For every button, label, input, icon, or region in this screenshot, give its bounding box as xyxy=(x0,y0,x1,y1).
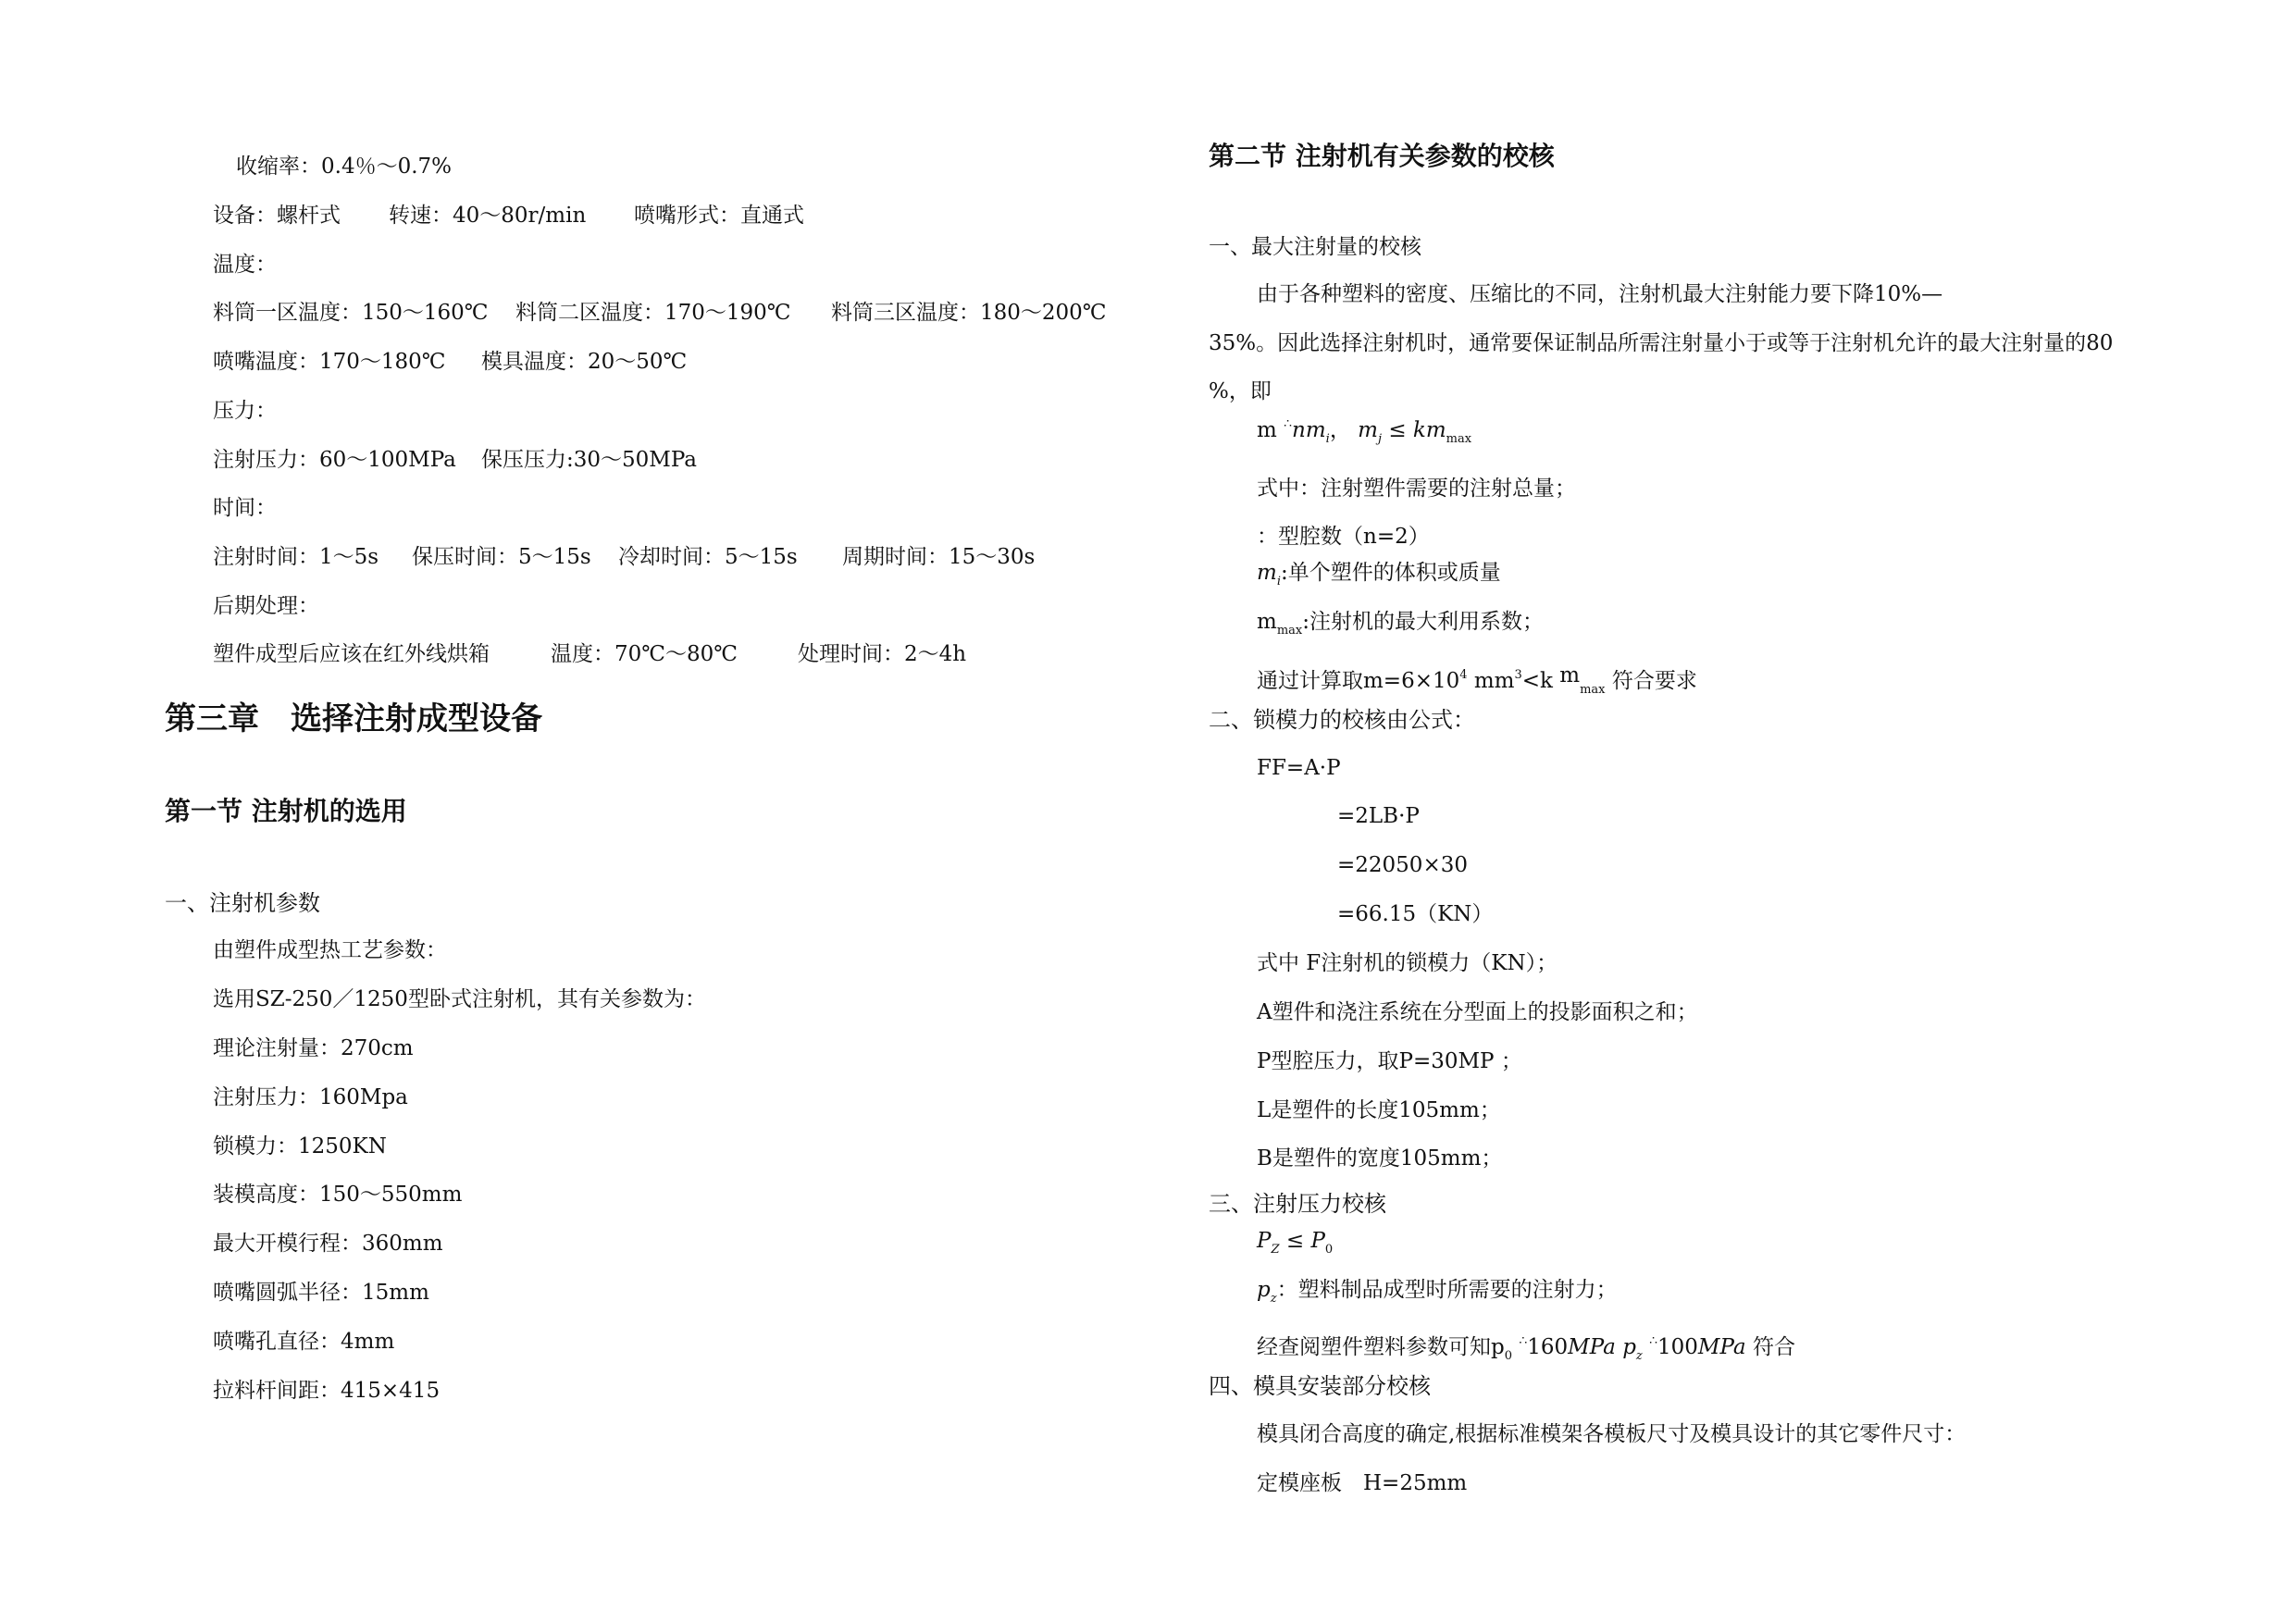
post-processing-temp: 温度：70℃～80℃ xyxy=(551,642,738,666)
post-processing-heading: 后期处理： xyxy=(213,594,319,618)
section2-title: 第二节 注射机有关参数的校核 xyxy=(1209,141,1555,171)
clamp-where-line: L是塑件的长度105mm； xyxy=(1257,1098,1501,1122)
barrel-zone1-temp: 料筒一区温度：150～160℃ xyxy=(213,301,489,325)
clamp-formula-line: FF=A·P xyxy=(1257,756,1341,780)
clamp-formula-line: =2LB·P xyxy=(1337,804,1420,828)
calc-result: 通过计算取$m=6\times 10^4$ $mm^3<k$ $m_{max}$ 符合要求 xyxy=(1257,663,1697,697)
clamp-formula-line: =66.15（KN） xyxy=(1337,902,1494,926)
section1-title: 第一节 注射机的选用 xyxy=(165,796,407,826)
nozzle-temp: 喷嘴温度：170～180℃ xyxy=(213,350,446,374)
post-processing-time: 处理时间：2～4h xyxy=(798,642,967,666)
clamp-where-line: A塑件和浇注系统在分型面上的投影面积之和； xyxy=(1257,1000,1698,1024)
subsection4-title: 四、模具安装部分校核 xyxy=(1209,1373,1431,1399)
where-line: 式中：注射塑件需要的注射总量； xyxy=(1257,477,1576,501)
cycle-time: 周期时间：15～30s xyxy=(842,545,1036,569)
param-line: 喷嘴圆弧半径：15mm xyxy=(213,1281,429,1305)
equipment-device: 设备：螺杆式 xyxy=(213,204,341,228)
subsection2-title: 二、锁模力的校核由公式： xyxy=(1209,707,1475,733)
pressure-heading: 压力： xyxy=(213,399,277,423)
holding-pressure: 保压压力:30～50MPa xyxy=(481,448,697,472)
param-line: 装模高度：150～550mm xyxy=(213,1183,463,1207)
param-line: 最大开模行程：360mm xyxy=(213,1232,443,1256)
clamp-formula-line: =22050×30 xyxy=(1337,853,1468,877)
fixed-plate-line: 定模座板 H=25mm xyxy=(1257,1471,1468,1495)
param-line: 选用SZ-250／1250型卧式注射机，其有关参数为： xyxy=(213,987,706,1011)
time-heading: 时间： xyxy=(213,496,277,520)
mmax-definition: $m_{max}$:注射机的最大利用系数； xyxy=(1257,610,1544,638)
paragraph-line: 由于各种塑料的密度、压缩比的不同，注射机最大注射能力要下降10%— xyxy=(1257,282,1943,306)
post-processing-desc: 塑件成型后应该在红外线烘箱 xyxy=(213,642,490,666)
barrel-zone3-temp: 料筒三区温度：180～200℃ xyxy=(831,301,1107,325)
param-line: 拉料杆间距：415×415 xyxy=(213,1379,441,1403)
param-line: 锁模力：1250KN xyxy=(213,1134,387,1158)
param-line: 注射压力：160Mpa xyxy=(213,1085,408,1109)
equipment-speed: 转速：40～80r/min xyxy=(389,204,587,228)
temperature-heading: 温度： xyxy=(213,253,277,277)
pressure-check-line: 经查阅塑件塑料参数可知$p_0$ ∴160MPa $p_z$ ∴100MPa 符合 xyxy=(1257,1333,1795,1363)
chapter-title: 第三章 选择注射成型设备 xyxy=(165,700,542,737)
injection-pressure: 注射压力：60～100MPa xyxy=(213,448,456,472)
mold-temp: 模具温度：20～50℃ xyxy=(481,350,688,374)
subsection3-title: 三、注射压力校核 xyxy=(1209,1191,1386,1217)
param-line: 喷嘴孔直径：4mm xyxy=(213,1330,395,1354)
paragraph-line: %，即 xyxy=(1209,379,1272,403)
pz-definition: $p_z$：塑料制品成型时所需要的注射力； xyxy=(1257,1278,1618,1306)
param-line: 理论注射量：270cm xyxy=(213,1036,414,1060)
mi-definition: $m_i$:单个塑件的体积或质量 xyxy=(1257,561,1501,588)
mount-description: 模具闭合高度的确定,根据标准模架各模板尺寸及模具设计的其它零件尺寸： xyxy=(1257,1422,1967,1446)
param-line: 由塑件成型热工艺参数： xyxy=(213,938,447,962)
cooling-time: 冷却时间：5～15s xyxy=(618,545,798,569)
equipment-nozzle: 喷嘴形式：直通式 xyxy=(634,204,804,228)
paragraph-line: 35%。因此选择注射机时，通常要保证制品所需注射量小于或等于注射机允许的最大注射量的80 xyxy=(1209,331,2114,355)
clamp-where-line: 式中 F注射机的锁模力（KN）； xyxy=(1257,951,1558,975)
clamp-where-line: B是塑件的宽度105mm； xyxy=(1257,1146,1503,1171)
injection-time: 注射时间：1～5s xyxy=(213,545,379,569)
holding-time: 保压时间：5～15s xyxy=(412,545,591,569)
barrel-zone2-temp: 料筒二区温度：170～190℃ xyxy=(515,301,791,325)
shrinkage-line: 收缩率：0.4％～0.7% xyxy=(236,155,453,179)
clamp-where-line: P型腔压力，取P=30MP ； xyxy=(1257,1049,1522,1073)
cavity-count: ：型腔数（n=2） xyxy=(1257,525,1430,549)
formula-max-injection: m $^\therefore nm_i$， $m_j \le km_{max}$ xyxy=(1257,416,1472,446)
subsection1-title: 一、最大注射量的校核 xyxy=(1209,235,1421,259)
subsection1-title: 一、注射机参数 xyxy=(165,890,320,916)
pressure-formula: $P_Z \le P_0$ xyxy=(1257,1229,1334,1257)
